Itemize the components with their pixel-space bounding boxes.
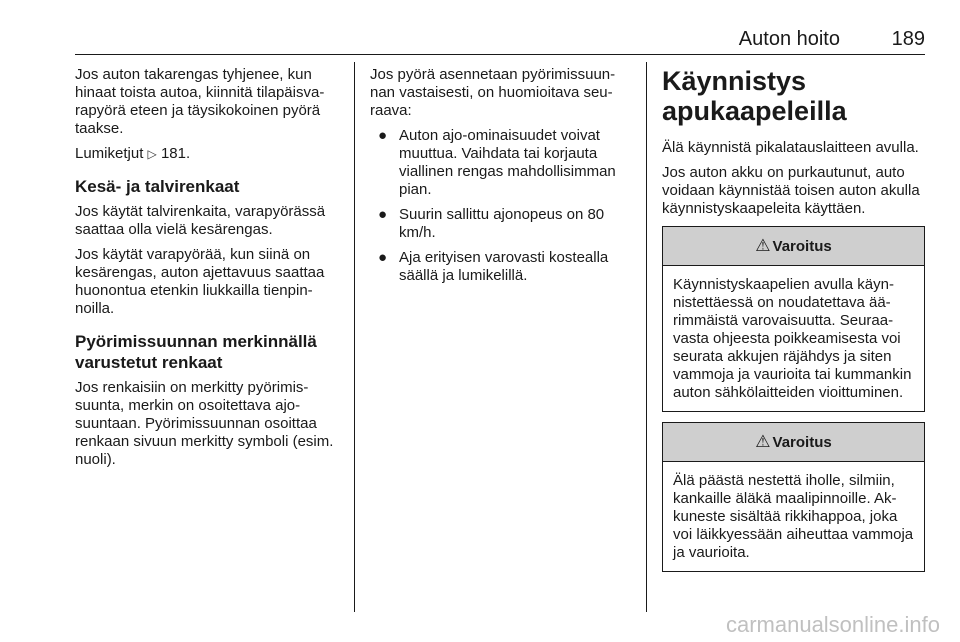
reference-page: 181. — [160, 145, 191, 162]
list-item: ● Auton ajo-ominaisuudet voivat muuttua. Vaihdata tai korjauta viallinen rengas mahdollisimman pian. — [378, 127, 616, 198]
bullet-icon: ● — [378, 206, 388, 223]
column-right — [662, 66, 925, 572]
column-divider — [646, 62, 647, 612]
paragraph: Jos käytät varapyörää, kun siinä on kesärengas, auton ajettavuus saattaa huonontua etenkin liukkailla tienpinnoilla. — [75, 246, 325, 317]
heading-jump-start: Käynnistys apukaapeleilla — [662, 66, 847, 126]
paragraph: Jos pyörä asennetaan pyörimissuunnan vastaisesti, on huomioitava seuraava: — [370, 66, 616, 119]
bullet-icon: ● — [378, 249, 388, 266]
page-number: 189 — [891, 28, 925, 50]
warning-header — [663, 227, 924, 266]
paragraph: Jos käytät talvirenkaita, varapyörässä saattaa olla vielä kesärengas. — [75, 203, 326, 238]
paragraph: Älä käynnistä pikalatauslaitteen avulla. — [662, 139, 919, 156]
warning-title: Varoitus — [772, 434, 832, 451]
warning-header — [663, 423, 924, 462]
page-header — [75, 28, 925, 55]
section-title: Auton hoito — [738, 28, 840, 50]
cross-reference[interactable] — [75, 145, 342, 163]
warning-icon: ⚠ — [755, 236, 771, 255]
list-item: ● Suurin sallittu ajonopeus on 80 km/h. — [378, 206, 605, 241]
watermark: carmanualsonline.info — [725, 612, 940, 637]
heading-summer-winter-tires: Kesä- ja talvirenkaat — [75, 177, 240, 196]
warning-title: Varoitus — [772, 238, 832, 255]
warning-icon: ⚠ — [755, 432, 771, 451]
warning-text: Älä päästä nestettä iholle, silmiin, kankaille äläkä maalipinnoille. Akkuneste sisältää rikkihappoa, joka voi läikkyessään aiheuttaa vammoja ja vaurioita. — [673, 472, 914, 561]
list-item: ● Aja erityisen varovasti kostealla säällä ja lumikelillä. — [378, 249, 609, 284]
heading-directional-tires: Pyörimissuunnan merkinnällä varustetut renkaat — [75, 332, 317, 372]
column-left — [75, 66, 342, 476]
bullet-icon: ● — [378, 127, 388, 144]
paragraph: Jos renkaisiin on merkitty pyörimissuunta, merkin on osoitettava ajosuuntaan. Pyörimissuunnan osoittaa renkaan sivuun merkitty symboli (esim. nuoli). — [75, 379, 334, 468]
column-middle — [370, 66, 634, 292]
page-reference-icon: ▷ — [147, 147, 157, 161]
warning-text: Käynnistyskaapelien avulla käynnistettäessä on noudatettava äärimmäistä varovaisuutta. Seuraavasta ohjeesta poikkeamisesta voi seurata akkujen räjähdys ja siten vammoja ja vaurioita tai kummankin auton sähkölaitteiden vioittuminen. — [673, 276, 912, 401]
paragraph: Jos auton takarengas tyhjenee, kun hinaat toista autoa, kiinnitä tilapäisvarapyörä eteen ja täysikokoinen pyörä taakse. — [75, 66, 325, 137]
reference-text: Lumiketjut — [75, 145, 144, 162]
column-divider — [354, 62, 355, 612]
paragraph: Jos auton akku on purkautunut, auto voidaan käynnistää toisen auton akulla käynnistyskaapeleita käyttäen. — [662, 164, 920, 217]
warning-box — [662, 226, 925, 412]
bullet-list — [370, 127, 634, 285]
warning-box — [662, 422, 925, 572]
